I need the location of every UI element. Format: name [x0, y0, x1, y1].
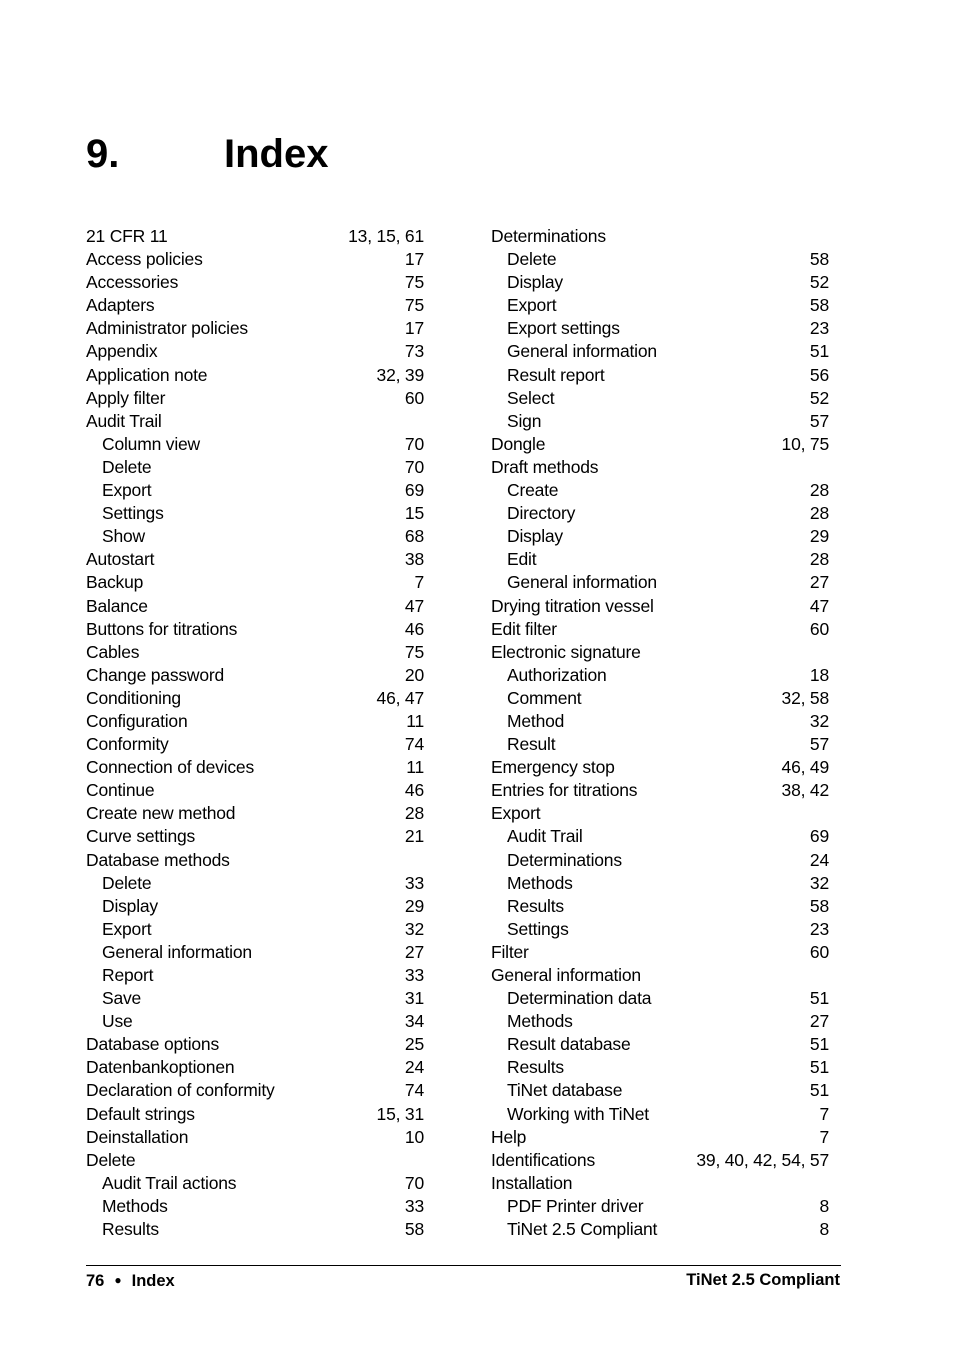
index-term: Methods	[507, 1011, 573, 1032]
index-entry	[86, 710, 424, 733]
index-term: Cables	[86, 641, 140, 662]
index-subentry	[86, 456, 424, 479]
index-subentry	[491, 1056, 829, 1079]
index-pages: 21	[404, 826, 424, 847]
index-pages: 8	[819, 1219, 829, 1240]
index-pages: 10, 75	[781, 433, 829, 454]
index-subentry	[491, 895, 829, 918]
index-subentry	[86, 502, 424, 525]
index-term: Determination data	[507, 988, 652, 1009]
index-pages: 51	[809, 1080, 829, 1101]
index-subentry	[86, 479, 424, 502]
index-term: Audit Trail	[86, 410, 162, 431]
index-pages: 31	[404, 988, 424, 1009]
index-pages: 27	[809, 572, 829, 593]
index-entry	[86, 595, 424, 618]
index-entry	[86, 271, 424, 294]
index-term: Delete	[102, 872, 152, 893]
index-entry	[491, 941, 829, 964]
index-term: General information	[102, 941, 252, 962]
index-term: Edit	[507, 549, 537, 570]
index-subentry	[491, 317, 829, 340]
index-entry	[86, 387, 424, 410]
index-pages: 38, 42	[781, 780, 829, 801]
index-term: Sign	[507, 410, 542, 431]
index-subentry	[491, 387, 829, 410]
index-pages: 28	[809, 549, 829, 570]
index-entry	[86, 779, 424, 802]
index-term: Methods	[102, 1195, 168, 1216]
index-term: Appendix	[86, 341, 158, 362]
index-term: TiNet database	[507, 1080, 623, 1101]
index-pages: 18	[809, 664, 829, 685]
index-term: Buttons for titrations	[86, 618, 238, 639]
index-pages: 58	[809, 249, 829, 270]
index-term: Backup	[86, 572, 144, 593]
index-subentry	[491, 294, 829, 317]
index-pages: 28	[809, 503, 829, 524]
index-subentry	[86, 918, 424, 941]
index-term: Delete	[507, 249, 557, 270]
index-term: Create new method	[86, 803, 236, 824]
index-entry	[491, 225, 829, 248]
footer-section: Index	[131, 1272, 175, 1290]
index-term: Directory	[507, 503, 576, 524]
index-subentry	[491, 872, 829, 895]
index-term: Show	[102, 526, 145, 547]
index-pages: 23	[809, 918, 829, 939]
index-term: Comment	[507, 687, 582, 708]
index-term: Results	[507, 895, 564, 916]
index-pages: 33	[404, 1195, 424, 1216]
page-number: 76	[86, 1272, 105, 1290]
index-entry	[86, 340, 424, 363]
index-subentry	[491, 479, 829, 502]
chapter-number: 9.	[86, 132, 120, 176]
index-subentry	[491, 1218, 829, 1241]
index-term: Select	[507, 387, 555, 408]
index-term: Working with TiNet	[507, 1103, 649, 1124]
index-term: 21 CFR 11	[86, 226, 168, 246]
index-pages: 60	[404, 387, 424, 408]
index-term: Identifications	[491, 1149, 596, 1170]
index-entry	[491, 1126, 829, 1149]
index-pages: 75	[404, 641, 424, 662]
index-term: Determinations	[491, 226, 606, 246]
index-subentry	[491, 410, 829, 433]
index-term: Declaration of conformity	[86, 1080, 275, 1101]
index-term: Export	[102, 480, 152, 501]
index-term: Electronic signature	[491, 641, 641, 662]
index-subentry	[491, 687, 829, 710]
index-pages: 33	[404, 965, 424, 985]
index-pages: 75	[404, 272, 424, 293]
index-term: Deinstallation	[86, 1126, 189, 1147]
index-entry	[86, 248, 424, 271]
footer-rule	[86, 1265, 841, 1266]
index-term: Export	[491, 803, 541, 824]
index-pages: 7	[819, 1103, 829, 1124]
index-entry	[86, 849, 424, 872]
index-term: Method	[507, 710, 565, 731]
index-term: Results	[507, 1057, 564, 1078]
index-subentry	[491, 502, 829, 525]
index-entry	[86, 618, 424, 641]
index-term: Display	[507, 272, 563, 293]
index-subentry	[491, 987, 829, 1010]
index-term: General information	[491, 965, 641, 985]
index-term: Save	[102, 988, 142, 1009]
index-term: Apply filter	[86, 387, 166, 408]
index-pages: 33	[404, 872, 424, 893]
index-term: Change password	[86, 664, 225, 685]
index-pages: 70	[404, 1172, 424, 1193]
index-entry	[86, 317, 424, 340]
index-entry	[86, 571, 424, 594]
index-pages: 29	[809, 526, 829, 547]
index-subentry	[491, 571, 829, 594]
index-entry	[86, 825, 424, 848]
index-term: Accessories	[86, 272, 179, 293]
index-term: PDF Printer driver	[507, 1195, 644, 1216]
index-subentry	[86, 1218, 424, 1241]
index-subentry	[491, 1103, 829, 1126]
index-pages: 38	[404, 549, 424, 570]
index-entry	[86, 1079, 424, 1102]
index-pages: 32	[809, 710, 829, 731]
index-subentry	[491, 340, 829, 363]
index-term: Default strings	[86, 1103, 195, 1124]
index-subentry	[491, 1079, 829, 1102]
index-subentry	[491, 849, 829, 872]
index-entry	[86, 1056, 424, 1079]
index-pages: 74	[404, 1080, 424, 1101]
index-entry	[86, 364, 424, 387]
index-term: Administrator policies	[86, 318, 248, 339]
index-term: Curve settings	[86, 826, 196, 847]
index-pages: 52	[809, 272, 829, 293]
index-pages: 60	[809, 941, 829, 962]
index-entry	[491, 1149, 829, 1172]
index-entry	[86, 1126, 424, 1149]
index-term: Settings	[507, 918, 569, 939]
index-entry	[86, 687, 424, 710]
index-term: Edit filter	[491, 618, 557, 639]
index-term: Results	[102, 1219, 159, 1240]
index-pages: 25	[404, 1034, 424, 1055]
index-pages: 8	[819, 1195, 829, 1216]
index-pages: 15	[404, 503, 424, 524]
index-term: Draft methods	[491, 456, 599, 477]
index-term: Datenbankoptionen	[86, 1057, 235, 1078]
index-term: Delete	[102, 456, 152, 477]
index-entry	[491, 779, 829, 802]
index-subentry	[491, 364, 829, 387]
index-entry	[491, 802, 829, 825]
index-subentry	[491, 825, 829, 848]
index-term: Configuration	[86, 710, 188, 731]
index-term: Export	[102, 918, 152, 939]
index-entry	[491, 456, 829, 479]
index-term: Use	[102, 1011, 133, 1032]
index-column-left	[86, 225, 424, 1241]
index-subentry	[86, 433, 424, 456]
footer-product: TiNet 2.5 Compliant	[686, 1271, 840, 1289]
index-pages: 39, 40, 42, 54, 57	[696, 1149, 829, 1170]
index-entry	[86, 1033, 424, 1056]
index-term: Methods	[507, 872, 573, 893]
index-subentry	[491, 1010, 829, 1033]
index-term: Column view	[102, 433, 200, 454]
index-entry	[86, 802, 424, 825]
index-term: Application note	[86, 364, 208, 385]
index-pages: 24	[404, 1057, 424, 1078]
index-term: Display	[507, 526, 563, 547]
footer-left	[86, 1270, 175, 1291]
index-pages: 24	[809, 849, 829, 870]
index-term: General information	[507, 341, 657, 362]
index-pages: 29	[404, 895, 424, 916]
index-term: Filter	[491, 941, 529, 962]
index-term: TiNet 2.5 Compliant	[507, 1219, 658, 1240]
index-entry	[491, 433, 829, 456]
index-term: Settings	[102, 503, 164, 524]
index-pages: 28	[809, 480, 829, 501]
index-pages: 60	[809, 618, 829, 639]
bullet-separator: ●	[114, 1273, 122, 1287]
index-pages: 15, 31	[376, 1103, 424, 1124]
index-pages: 70	[404, 433, 424, 454]
index-term: Entries for titrations	[491, 780, 638, 801]
index-pages: 46	[404, 618, 424, 639]
index-pages: 68	[404, 526, 424, 547]
index-entry	[491, 595, 829, 618]
index-entry	[491, 641, 829, 664]
index-pages: 74	[404, 734, 424, 755]
index-subentry	[491, 248, 829, 271]
index-pages: 10	[404, 1126, 424, 1147]
index-term: Export settings	[507, 318, 620, 339]
index-entry	[86, 548, 424, 571]
index-term: Conformity	[86, 734, 169, 755]
index-entry	[86, 1103, 424, 1126]
index-subentry	[86, 525, 424, 548]
index-pages: 47	[404, 595, 424, 616]
index-pages: 7	[414, 572, 424, 593]
index-subentry	[491, 271, 829, 294]
index-pages: 70	[404, 456, 424, 477]
index-subentry	[491, 525, 829, 548]
index-pages: 34	[404, 1011, 424, 1032]
index-subentry	[491, 1033, 829, 1056]
index-subentry	[86, 941, 424, 964]
index-term: Dongle	[491, 433, 546, 454]
index-term: Determinations	[507, 849, 622, 870]
index-pages: 17	[404, 249, 424, 270]
index-entry	[86, 294, 424, 317]
index-term: Balance	[86, 595, 148, 616]
chapter-title: Index	[224, 132, 329, 176]
index-pages: 46	[404, 780, 424, 801]
index-term: Emergency stop	[491, 757, 615, 778]
index-pages: 58	[809, 295, 829, 316]
index-term: Result	[507, 734, 556, 755]
index-term: Display	[102, 895, 158, 916]
index-term: Connection of devices	[86, 757, 254, 778]
index-subentry	[491, 1195, 829, 1218]
index-term: Result report	[507, 364, 605, 385]
index-pages: 11	[406, 710, 424, 731]
index-pages: 46, 49	[781, 757, 829, 778]
index-term: Authorization	[507, 664, 607, 685]
index-term: Audit Trail actions	[102, 1172, 237, 1193]
index-pages: 13, 15, 61	[348, 226, 424, 246]
index-pages: 56	[809, 364, 829, 385]
index-term: Database options	[86, 1034, 220, 1055]
index-term: Access policies	[86, 249, 203, 270]
index-pages: 58	[404, 1219, 424, 1240]
index-pages: 51	[809, 1057, 829, 1078]
index-subentry	[86, 987, 424, 1010]
index-entry	[86, 225, 424, 248]
index-subentry	[491, 918, 829, 941]
index-term: Database methods	[86, 849, 230, 870]
index-term: Result database	[507, 1034, 631, 1055]
index-entry	[491, 618, 829, 641]
index-pages: 51	[809, 341, 829, 362]
index-pages: 73	[404, 341, 424, 362]
index-entry	[491, 756, 829, 779]
index-entry	[86, 664, 424, 687]
index-term: Adapters	[86, 295, 155, 316]
index-entry	[491, 1172, 829, 1195]
index-column-right	[491, 225, 829, 1241]
index-pages: 32	[404, 918, 424, 939]
index-subentry	[491, 664, 829, 687]
index-pages: 32, 39	[376, 364, 424, 385]
index-entry	[86, 1149, 424, 1172]
index-pages: 20	[404, 664, 424, 685]
index-subentry	[86, 872, 424, 895]
index-subentry	[86, 895, 424, 918]
index-term: Installation	[491, 1172, 573, 1193]
index-pages: 75	[404, 295, 424, 316]
index-pages: 69	[404, 480, 424, 501]
index-pages: 27	[809, 1011, 829, 1032]
index-entry	[86, 641, 424, 664]
index-pages: 28	[404, 803, 424, 824]
index-term: Audit Trail	[507, 826, 583, 847]
index-subentry	[86, 1010, 424, 1033]
index-pages: 47	[809, 595, 829, 616]
page-heading	[86, 128, 328, 180]
index-entry	[491, 964, 829, 987]
index-term: Create	[507, 480, 559, 501]
index-entry	[86, 733, 424, 756]
index-term: Drying titration vessel	[491, 595, 654, 616]
index-pages: 51	[809, 988, 829, 1009]
index-term: General information	[507, 572, 657, 593]
index-pages: 57	[809, 734, 829, 755]
index-term: Autostart	[86, 549, 155, 570]
index-term: Conditioning	[86, 687, 181, 708]
index-pages: 23	[809, 318, 829, 339]
index-pages: 27	[404, 941, 424, 962]
index-pages: 17	[404, 318, 424, 339]
index-pages: 69	[809, 826, 829, 847]
index-term: Report	[102, 965, 154, 985]
index-subentry	[491, 733, 829, 756]
index-term: Help	[491, 1126, 527, 1147]
index-pages: 51	[809, 1034, 829, 1055]
index-pages: 52	[809, 387, 829, 408]
index-subentry	[491, 548, 829, 571]
index-pages: 7	[819, 1126, 829, 1147]
index-entry	[86, 756, 424, 779]
index-pages: 46, 47	[376, 687, 424, 708]
index-subentry	[491, 710, 829, 733]
index-pages: 11	[406, 757, 424, 778]
index-pages: 57	[809, 410, 829, 431]
index-pages: 58	[809, 895, 829, 916]
index-term: Delete	[86, 1149, 136, 1170]
index-subentry	[86, 964, 424, 987]
index-term: Continue	[86, 780, 155, 801]
index-term: Export	[507, 295, 557, 316]
index-pages: 32, 58	[781, 687, 829, 708]
index-subentry	[86, 1195, 424, 1218]
index-entry	[86, 410, 424, 433]
index-pages: 32	[809, 872, 829, 893]
index-subentry	[86, 1172, 424, 1195]
